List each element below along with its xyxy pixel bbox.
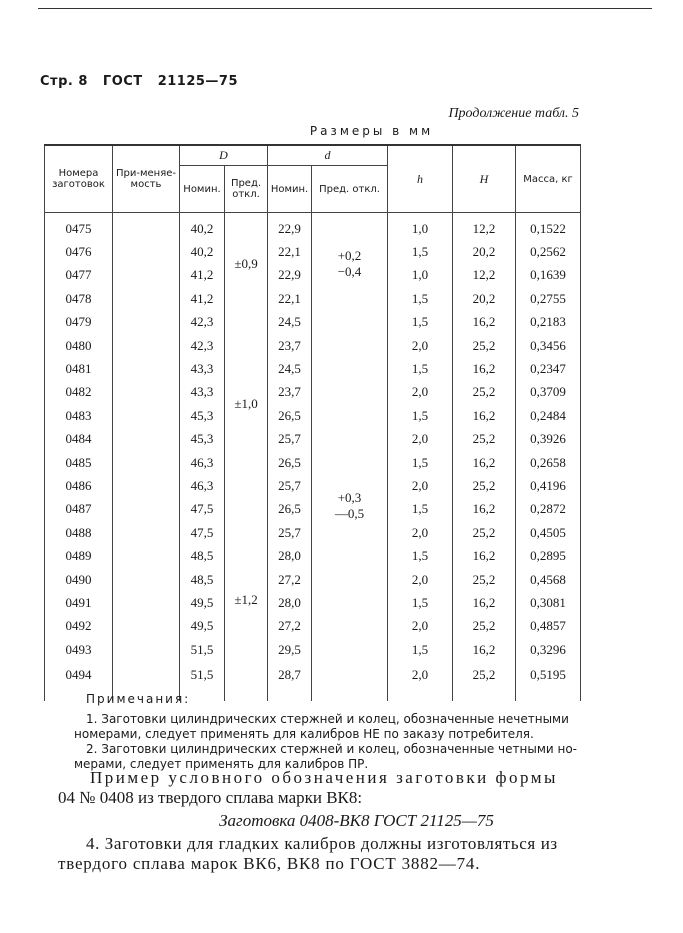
cell-H: 25,2 (453, 334, 516, 357)
deviation-upper: +0,3 (337, 489, 362, 505)
cell-d-nominal: 23,7 (268, 334, 312, 357)
page-number: Стр. 8 (40, 74, 88, 89)
cell-mass: 0,1639 (516, 264, 581, 287)
cell-usage (113, 638, 180, 661)
cell-D-nominal: 42,3 (180, 311, 225, 334)
cell-d-nominal: 22,1 (268, 240, 312, 263)
table-row (45, 213, 581, 241)
cell-number: 0475 (45, 213, 113, 241)
deviation-lower: −0,4 (337, 263, 362, 279)
cell-mass: 0,2183 (516, 311, 581, 334)
cell-H: 25,2 (453, 521, 516, 544)
paragraph-4-line-2: твердого сплава марок ВК6, ВК8 по ГОСТ 3882—74. (58, 854, 481, 873)
cell-usage (113, 521, 180, 544)
cell-usage (113, 498, 180, 521)
header-d: d (268, 145, 388, 166)
cell-D-nominal: 43,3 (180, 357, 225, 380)
cell-usage (113, 213, 180, 241)
cell-H: 16,2 (453, 404, 516, 427)
header-h: h (388, 145, 453, 213)
cell-H: 12,2 (453, 213, 516, 241)
cell-d-nominal: 24,5 (268, 357, 312, 380)
cell-usage (113, 568, 180, 591)
cell-d-nominal: 25,7 (268, 474, 312, 497)
cell-d-nominal: 22,9 (268, 264, 312, 287)
cell-number: 0484 (45, 428, 113, 451)
notes-title: Примечания: (86, 692, 191, 706)
cell-mass: 0,3081 (516, 591, 581, 614)
cell-mass: 0,2872 (516, 498, 581, 521)
cell-d-nominal: 26,5 (268, 451, 312, 474)
cell-usage (113, 544, 180, 567)
cell-mass: 0,3296 (516, 638, 581, 661)
cell-number: 0483 (45, 404, 113, 427)
cell-H: 20,2 (453, 287, 516, 310)
cell-usage (113, 287, 180, 310)
cell-h: 1,5 (388, 451, 453, 474)
cell-number: 0479 (45, 311, 113, 334)
cell-H: 12,2 (453, 264, 516, 287)
cell-mass: 0,5195 (516, 661, 581, 701)
cell-D-nominal: 47,5 (180, 498, 225, 521)
cell-D-nominal: 45,3 (180, 428, 225, 451)
cell-d-nominal: 22,9 (268, 213, 312, 241)
cell-h: 2,0 (388, 381, 453, 404)
note-2-line-2: мерами, следует применять для калибров ПР. (74, 757, 369, 771)
cell-D-nominal: 51,5 (180, 661, 225, 701)
paragraph-4 (58, 834, 588, 874)
cell-usage (113, 311, 180, 334)
header-usage: При-меняе-мость (113, 145, 180, 213)
cell-H: 25,2 (453, 568, 516, 591)
cell-mass: 0,4857 (516, 615, 581, 638)
cell-number: 0476 (45, 240, 113, 263)
header-D-deviation: Пред. откл. (225, 166, 268, 213)
cell-mass: 0,2658 (516, 451, 581, 474)
cell-number: 0482 (45, 381, 113, 404)
cell-usage (113, 474, 180, 497)
cell-mass: 0,3709 (516, 381, 581, 404)
cell-D-nominal: 48,5 (180, 568, 225, 591)
cell-D-nominal: 49,5 (180, 591, 225, 614)
cell-H: 16,2 (453, 498, 516, 521)
cell-h: 1,5 (388, 311, 453, 334)
cell-mass: 0,2347 (516, 357, 581, 380)
cell-usage (113, 381, 180, 404)
example-line-2: 04 № 0408 из твердого сплава марки ВК8: (58, 788, 363, 807)
standard-label: ГОСТ (102, 74, 143, 89)
cell-h: 1,0 (388, 213, 453, 241)
cell-H: 16,2 (453, 638, 516, 661)
cell-d-nominal: 22,1 (268, 287, 312, 310)
cell-h: 2,0 (388, 428, 453, 451)
cell-h: 2,0 (388, 661, 453, 701)
cell-h: 1,5 (388, 287, 453, 310)
deviation-upper: +0,2 (337, 247, 362, 263)
cell-d-nominal: 27,2 (268, 615, 312, 638)
page-header (40, 74, 248, 89)
cell-D-nominal: 49,5 (180, 615, 225, 638)
cell-D-nominal: 51,5 (180, 638, 225, 661)
table-body (45, 213, 581, 702)
cell-mass: 0,1522 (516, 213, 581, 241)
header-d-nominal: Номин. (268, 166, 312, 213)
cell-D-nominal: 45,3 (180, 404, 225, 427)
cell-usage (113, 615, 180, 638)
cell-number: 0488 (45, 521, 113, 544)
dimensions-table (44, 144, 581, 701)
cell-H: 16,2 (453, 544, 516, 567)
cell-d-nominal: 28,7 (268, 661, 312, 701)
cell-mass: 0,2755 (516, 287, 581, 310)
cell-number: 0487 (45, 498, 113, 521)
cell-H: 16,2 (453, 357, 516, 380)
cell-number: 0492 (45, 615, 113, 638)
header-mass: Масса, кг (516, 145, 581, 213)
cell-h: 1,5 (388, 591, 453, 614)
cell-H: 25,2 (453, 474, 516, 497)
cell-h: 2,0 (388, 521, 453, 544)
cell-usage (113, 451, 180, 474)
cell-D-nominal: 41,2 (180, 264, 225, 287)
cell-usage (113, 428, 180, 451)
cell-d-deviation (312, 213, 388, 311)
cell-d-nominal: 25,7 (268, 428, 312, 451)
cell-D-nominal: 47,5 (180, 521, 225, 544)
cell-h: 2,0 (388, 568, 453, 591)
cell-mass: 0,4505 (516, 521, 581, 544)
cell-H: 16,2 (453, 591, 516, 614)
cell-h: 1,5 (388, 638, 453, 661)
cell-d-nominal: 24,5 (268, 311, 312, 334)
cell-number: 0478 (45, 287, 113, 310)
cell-number: 0485 (45, 451, 113, 474)
note-1-line-2: номерами, следует применять для калибров НЕ по заказу потребителя. (74, 727, 534, 741)
cell-usage (113, 591, 180, 614)
cell-H: 25,2 (453, 661, 516, 701)
cell-h: 2,0 (388, 334, 453, 357)
cell-H: 25,2 (453, 428, 516, 451)
deviation-lower: —0,5 (334, 505, 365, 521)
cell-number: 0481 (45, 357, 113, 380)
cell-mass: 0,3456 (516, 334, 581, 357)
cell-D-nominal: 40,2 (180, 213, 225, 241)
cell-number: 0493 (45, 638, 113, 661)
cell-mass: 0,2562 (516, 240, 581, 263)
cell-H: 16,2 (453, 451, 516, 474)
cell-h: 2,0 (388, 474, 453, 497)
cell-number: 0486 (45, 474, 113, 497)
cell-h: 2,0 (388, 615, 453, 638)
cell-number: 0489 (45, 544, 113, 567)
cell-number: 0494 (45, 661, 113, 701)
cell-mass: 0,4568 (516, 568, 581, 591)
notes-title-block (86, 692, 190, 709)
cell-usage (113, 264, 180, 287)
cell-D-nominal: 41,2 (180, 287, 225, 310)
cell-mass: 0,3926 (516, 428, 581, 451)
cell-d-nominal: 26,5 (268, 498, 312, 521)
cell-D-nominal: 40,2 (180, 240, 225, 263)
cell-D-nominal: 42,3 (180, 334, 225, 357)
header-D-nominal: Номин. (180, 166, 225, 213)
cell-H: 20,2 (453, 240, 516, 263)
cell-D-deviation: ±1,2 (225, 498, 268, 702)
designation-example (58, 768, 588, 808)
header-D: D (180, 145, 268, 166)
cell-usage (113, 334, 180, 357)
cell-D-nominal: 43,3 (180, 381, 225, 404)
cell-usage (113, 357, 180, 380)
cell-H: 16,2 (453, 311, 516, 334)
cell-number: 0480 (45, 334, 113, 357)
cell-d-nominal: 28,0 (268, 591, 312, 614)
cell-d-nominal: 29,5 (268, 638, 312, 661)
cell-mass: 0,4196 (516, 474, 581, 497)
cell-number: 0491 (45, 591, 113, 614)
cell-H: 25,2 (453, 381, 516, 404)
standard-number: 21125—75 (157, 74, 239, 89)
note-1-line-1: 1. Заготовки цилиндрических стержней и колец, обозначенные нечетными (86, 712, 569, 726)
top-rule (38, 8, 652, 9)
cell-d-nominal: 27,2 (268, 568, 312, 591)
designation-text: Заготовка 0408-ВК8 ГОСТ 21125—75 (219, 811, 494, 830)
header-d-deviation: Пред. откл. (312, 166, 388, 213)
cell-D-deviation: ±0,9 (225, 213, 268, 311)
units-caption: Размеры в мм (309, 124, 434, 138)
note-2-line-1: 2. Заготовки цилиндрических стержней и колец, обозначенные четными но- (86, 742, 578, 756)
cell-d-nominal: 23,7 (268, 381, 312, 404)
cell-h: 1,5 (388, 544, 453, 567)
cell-mass: 0,2895 (516, 544, 581, 567)
cell-h: 1,5 (388, 404, 453, 427)
cell-h: 1,5 (388, 240, 453, 263)
cell-mass: 0,2484 (516, 404, 581, 427)
cell-h: 1,5 (388, 357, 453, 380)
table-continuation: Продолжение табл. 5 (448, 106, 579, 121)
cell-d-nominal: 25,7 (268, 521, 312, 544)
cell-h: 1,5 (388, 498, 453, 521)
cell-D-nominal: 46,3 (180, 474, 225, 497)
cell-H: 25,2 (453, 615, 516, 638)
cell-number: 0477 (45, 264, 113, 287)
cell-D-nominal: 46,3 (180, 451, 225, 474)
example-line-1: Пример условного обозначения заготовки формы (90, 768, 558, 787)
table-row (45, 311, 581, 334)
cell-h: 1,0 (388, 264, 453, 287)
cell-d-nominal: 28,0 (268, 544, 312, 567)
cell-d-deviation (312, 311, 388, 702)
cell-D-nominal: 48,5 (180, 544, 225, 567)
header-H: H (453, 145, 516, 213)
cell-usage (113, 404, 180, 427)
paragraph-4-line-1: 4. Заготовки для гладких калибров должны изготовляться из (86, 834, 558, 853)
cell-usage (113, 240, 180, 263)
cell-D-deviation: ±1,0 (225, 311, 268, 498)
cell-number: 0490 (45, 568, 113, 591)
header-number: Номера заготовок (45, 145, 113, 213)
cell-d-nominal: 26,5 (268, 404, 312, 427)
